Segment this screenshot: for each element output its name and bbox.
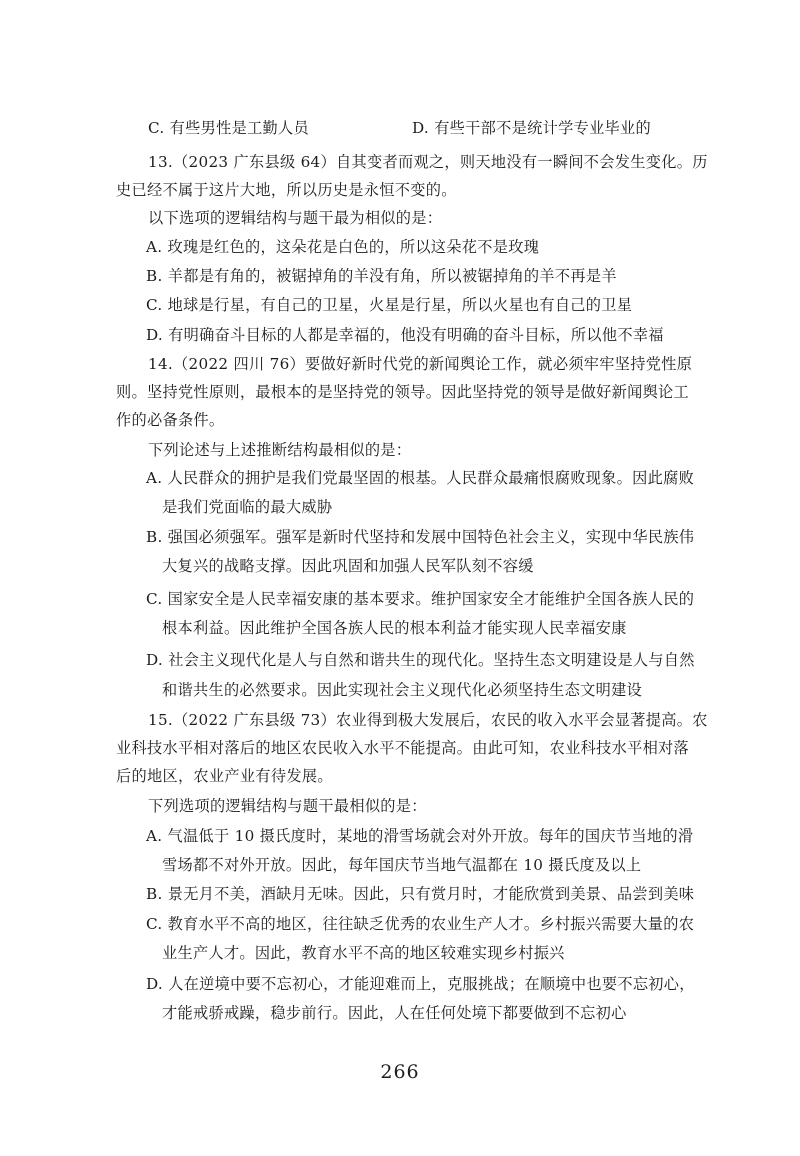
q14-option-c-line2: 根本利益。因此维护全国各族人民的根本利益才能实现人民幸福安康 bbox=[162, 619, 627, 637]
prev-option-d: D. 有些干部不是统计学专业毕业的 bbox=[412, 119, 652, 137]
q14-option-c-line1: C. 国家安全是人民幸福安康的基本要求。维护国家安全才能维护全国各族人民的 bbox=[146, 590, 695, 608]
q15-option-c-line1: C. 教育水平不高的地区，往往缺乏优秀的农业生产人才。乡村振兴需要大量的农 bbox=[146, 915, 695, 933]
q15-option-b-line1: B. 景无月不美，酒缺月无味。因此，只有赏月时，才能欣赏到美景、品尝到美味 bbox=[146, 885, 695, 903]
q14-option-a-line1: A. 人民群众的拥护是我们党最坚固的根基。人民群众最痛恨腐败现象。因此腐败 bbox=[146, 469, 695, 487]
q15-stem-line3: 后的地区，农业产业有待发展。 bbox=[116, 767, 333, 785]
q13-option-b: B. 羊都是有角的，被锯掉角的羊没有角，所以被锯掉角的羊不再是羊 bbox=[146, 267, 617, 285]
q14-option-d-line1: D. 社会主义现代化是人与自然和谐共生的现代化。坚持生态文明建设是人与自然 bbox=[146, 651, 695, 669]
q15-stem-line2: 业科技水平相对落后的地区农民收入水平不能提高。由此可知，农业科技水平相对落 bbox=[116, 739, 690, 757]
q15-option-d-line1: D. 人在逆境中要不忘初心，才能迎难而上，克服挑战；在顺境中也要不忘初心， bbox=[146, 975, 695, 993]
q14-stem-line2: 则。坚持党性原则，最根本的是坚持党的领导。因此坚持党的领导是做好新闻舆论工 bbox=[116, 383, 690, 401]
q13-option-c: C. 地球是行星，有自己的卫星，火星是行星，所以火星也有自己的卫星 bbox=[146, 296, 633, 314]
q15-option-c-line2: 业生产人才。因此，教育水平不高的地区较难实现乡村振兴 bbox=[162, 944, 565, 962]
q13-stem-line1: 13.（2023 广东县级 64）自其变者而观之，则天地没有一瞬间不会发生变化。历 bbox=[148, 153, 708, 171]
q13-option-a: A. 玫瑰是红色的，这朵花是白色的，所以这朵花不是玫瑰 bbox=[146, 238, 540, 256]
q14-prompt: 下列论述与上述推断结构最相似的是： bbox=[148, 441, 412, 459]
q13-stem-line2: 史已经不属于这片大地，所以历史是永恒不变的。 bbox=[116, 181, 457, 199]
q15-option-a-line1: A. 气温低于 10 摄氏度时，某地的滑雪场就会对外开放。每年的国庆节当地的滑 bbox=[146, 827, 694, 845]
q15-prompt: 下列选项的逻辑结构与题干最相似的是： bbox=[148, 797, 427, 815]
prev-option-c: C. 有些男性是工勤人员 bbox=[148, 119, 310, 137]
page-number: 266 bbox=[380, 1061, 420, 1083]
q14-option-b-line1: B. 强国必须强军。强军是新时代坚持和发展中国特色社会主义，实现中华民族伟 bbox=[146, 528, 695, 546]
q13-prompt: 以下选项的逻辑结构与题干最为相似的是： bbox=[148, 209, 443, 227]
q13-option-d: D. 有明确奋斗目标的人都是幸福的，他没有明确的奋斗目标，所以他不幸福 bbox=[146, 326, 664, 344]
q15-option-a-line2: 雪场都不对外开放。因此，每年国庆节当地气温都在 10 摄氏度及以上 bbox=[162, 856, 642, 874]
q14-option-d-line2: 和谐共生的必然要求。因此实现社会主义现代化必须坚持生态文明建设 bbox=[162, 681, 643, 699]
q14-stem-line1: 14.（2022 四川 76）要做好新时代党的新闻舆论工作，就必须牢牢坚持党性原 bbox=[148, 355, 693, 373]
q15-stem-line1: 15.（2022 广东县级 73）农业得到极大发展后，农民的收入水平会显著提高。农 bbox=[148, 711, 708, 729]
q15-option-d-line2: 才能戒骄戒躁，稳步前行。因此，人在任何处境下都要做到不忘初心 bbox=[162, 1004, 627, 1022]
q14-option-b-line2: 大复兴的战略支撑。因此巩固和加强人民军队刻不容缓 bbox=[162, 557, 534, 575]
q14-stem-line3: 作的必备条件。 bbox=[116, 411, 225, 429]
q14-option-a-line2: 是我们党面临的最大威胁 bbox=[162, 498, 333, 516]
